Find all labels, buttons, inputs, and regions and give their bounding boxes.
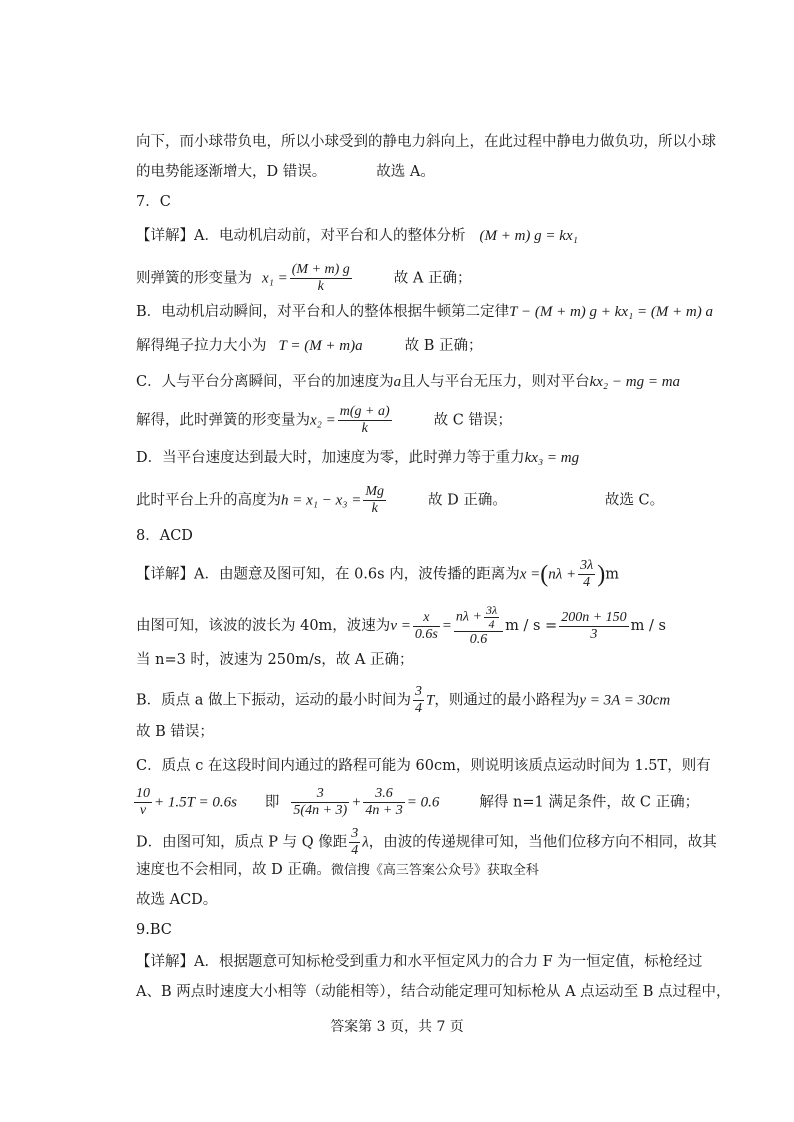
text-line: 向下，而小球带负电，所以小球受到的静电力斜向上，在此过程中静电力做负功，所以小球 xyxy=(136,134,716,150)
text-line: $\frac{10}{v}$ + 1.5T = 0.6s 即 $\frac{3}{5(4n + 3)}$ + $\frac{3.6}{4n + 3}$ = 0.6 解得 n=1 满足条件，故 C 正确； xyxy=(136,786,700,818)
question-9-answer: 9.BC xyxy=(136,922,172,938)
fraction: $\frac{3}{4}$ xyxy=(415,684,423,716)
equation: kx₂ − mg = ma xyxy=(589,374,681,390)
text-line: D．由图可知，质点 P 与 Q 像距 $\frac{3}{4}$ λ，由波的传递规律可知，当他们位移方向不相同，故其 xyxy=(136,826,717,858)
fraction: $\frac{x}{0.6s}$ xyxy=(414,609,438,642)
fraction: $\frac{(M + m) g}{k}$ xyxy=(291,262,350,294)
fraction: $\frac{3}{4}$ xyxy=(351,826,359,858)
fraction: $\frac{m(g + a)}{k}$ xyxy=(339,404,390,436)
text-line: B．电动机启动瞬间，对平台和人的整体根据牛顿第二定律T − (M + m) g + kx₁ = (M + m) a xyxy=(136,304,714,320)
question-7-answer: 7．C xyxy=(136,194,171,210)
text-line: B．质点 a 做上下振动，运动的最小时间为 $\frac{3}{4}$ T，则通过的最小路程为y = 3A = 30cm xyxy=(136,684,671,716)
fraction: $\frac{Mg}{k}$ xyxy=(365,484,385,516)
text-line: 当 n=3 时，波速为 250m/s，故 A 正确； xyxy=(136,652,414,668)
text-line: C．人与平台分离瞬间，平台的加速度为a且人与平台无压力，则对平台kx₂ − mg = ma xyxy=(136,374,681,390)
text-line: 则弹簧的形变量为 x₁ = $\frac{(M + m) g}{k}$ 故 A 正确； xyxy=(136,262,472,294)
text-line: 解得绳子拉力大小为 T = (M + m)a 故 B 正确； xyxy=(136,338,483,354)
equation: kx₃ = mg xyxy=(524,450,580,466)
question-8-answer: 8．ACD xyxy=(136,528,193,544)
equation: y = 3A = 30cm xyxy=(579,692,671,709)
text-line: 此时平台上升的高度为h = x₁ − x₃ = $\frac{Mg}{k}$ 故 D 正确。 故选 C。 xyxy=(136,484,665,516)
text-line: D．当平台速度达到最大时，加速度为零，此时弹力等于重力kx₃ = mg xyxy=(136,450,580,466)
text-line: 故选 ACD。 xyxy=(136,892,218,908)
equation: (M + m) g = kx₁ xyxy=(479,228,578,244)
text-line: 解得，此时弹簧的形变量为x₂ = $\frac{m(g + a)}{k}$ 故 C 错误； xyxy=(136,404,512,436)
text-line: 的电势能逐渐增大，D 错误。 故选 A。 xyxy=(136,164,435,180)
fraction: $\frac{10}{v}$ xyxy=(136,786,150,818)
text-line: 由图可知，该波的波长为 40m，波速为v = $\frac{x}{0.6s}$ = nλ + $\frac{3\lambda}{4}$ 0.6 m / s = $\frac{200n + 150}{3}$ m / s xyxy=(136,603,666,647)
text-line: 速度也不会相同，故 D 正确。微信搜《高三答案公众号》获取全科 xyxy=(136,862,539,878)
text-line: 【详解】A．根据题意可知标枪受到重力和水平恒定风力的合力 F 为一恒定值，标枪经过 xyxy=(136,954,703,970)
equation: T = (M + m)a xyxy=(278,338,363,354)
text-line: 【详解】A．由题意及图可知，在 0.6s 内，波传播的距离为x =(nλ + $\frac{3\lambda}{4}$ )m xyxy=(136,558,619,590)
fraction: $\frac{3.6}{4n + 3}$ xyxy=(365,786,403,818)
text-line: 故 B 错误； xyxy=(136,724,214,740)
equation: T − (M + m) g + kx₁ = (M + m) a xyxy=(509,304,714,320)
text-line: A、B 两点时速度大小相等（动能相等），结合动能定理可知标枪从 A 点运动至 B 点过程中， xyxy=(136,984,731,1000)
watermark-text: 微信搜《高三答案公众号》获取全科 xyxy=(330,863,539,878)
text-line: 【详解】A．电动机启动前，对平台和人的整体分析 (M + m) g = kx₁ xyxy=(136,228,578,244)
text-line: C．质点 c 在这段时间内通过的路程可能为 60cm，则说明该质点运动时间为 1.5T，则有 xyxy=(136,758,711,774)
page-footer: 答案第 3 页，共 7 页 xyxy=(330,1019,464,1035)
fraction: $\frac{3\lambda}{4}$ xyxy=(580,558,594,590)
fraction: $\frac{200n + 150}{3}$ xyxy=(561,609,627,642)
fraction: $\frac{3}{5(4n + 3)}$ xyxy=(293,786,348,818)
fraction: nλ + $\frac{3\lambda}{4}$ 0.6 xyxy=(454,604,503,648)
